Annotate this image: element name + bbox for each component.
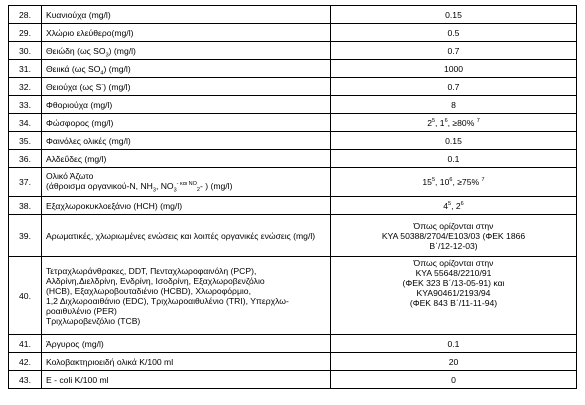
parameter-name: Άργυρος (mg/l): [42, 335, 331, 353]
parameter-name: Φώσφορος (mg/l): [42, 114, 331, 132]
table-row: [9, 197, 577, 215]
table-row: [9, 6, 577, 24]
parameter-value: 1000: [331, 60, 577, 78]
table-row: [9, 42, 577, 60]
parameter-value: $2^5$, $1^6$, ≥80% $^7$: [331, 114, 577, 132]
table-row: [9, 335, 577, 353]
parameter-value: 0.15: [331, 132, 577, 150]
table-row: [9, 96, 577, 114]
parameter-value: $4^5$, $2^6$: [331, 197, 577, 215]
parameter-value: 20: [331, 353, 577, 371]
table-row: [9, 257, 577, 335]
row-number: 41.: [9, 335, 42, 353]
parameter-value: 0.15: [331, 6, 577, 24]
parameter-name: Θειώδη (ως $SO_3$) (mg/l): [42, 42, 331, 60]
table-row: [9, 78, 577, 96]
parameter-name: Φαινόλες ολικές (mg/l): [42, 132, 331, 150]
parameter-value: 8: [331, 96, 577, 114]
table-row: [9, 114, 577, 132]
parameter-name: Θειούχα (ως S-) (mg/l): [42, 78, 331, 96]
table-row: [9, 24, 577, 42]
table-row: [9, 168, 577, 197]
row-number: 43.: [9, 371, 42, 389]
row-number: 39.: [9, 215, 42, 257]
parameter-value: Όπως ορίζονται στην ΚΥΑ 50388/2704/Ε103/03 (ΦΕΚ 1866 Β΄/12-12-03): [331, 215, 577, 257]
row-number: 38.: [9, 197, 42, 215]
parameter-name: Φθοριούχα (mg/l): [42, 96, 331, 114]
row-number: 42.: [9, 353, 42, 371]
row-number: 30.: [9, 42, 42, 60]
row-number: 34.: [9, 114, 42, 132]
table-row: [9, 215, 577, 257]
row-number: 28.: [9, 6, 42, 24]
row-number: 32.: [9, 78, 42, 96]
parameter-value: 0.7: [331, 42, 577, 60]
table-row: [9, 371, 577, 389]
parameter-value: 0.7: [331, 78, 577, 96]
row-number: 31.: [9, 60, 42, 78]
parameter-name: Τετραχλωράνθρακες, DDT, Πενταχλωροφαινόλη (PCP), Αλδρίνη,Διελδρίνη, Ενδρίνη, Ισοδρίνη, Εξαχλωροβενζόλιο (HCB), Εξαχλωροβουταδιένιο (HCBD), Χλωροφόρμιο, 1,2 Διχλωροαιθάνιο (EDC), Τριχλωροαιθυλένιο (TRI), Υπερχλω- ροαιθυλένιο (PER) Τριχλωροβενζόλιο (TCB): [42, 257, 331, 335]
parameter-value: $15^5$, $10^6$, ≥75% $^7$: [331, 168, 577, 197]
row-number: 35.: [9, 132, 42, 150]
parameter-name: Κολοβακτηριοειδή ολικά Κ/100 ml: [42, 353, 331, 371]
table-row: [9, 353, 577, 371]
row-number: 36.: [9, 150, 42, 168]
parameter-value: 0.1: [331, 335, 577, 353]
row-number: 40.: [9, 257, 42, 335]
parameter-name: Κυανιούχα (mg/l): [42, 6, 331, 24]
table-row: [9, 132, 577, 150]
parameters-table: [8, 5, 577, 389]
parameter-value: 0.5: [331, 24, 577, 42]
row-number: 29.: [9, 24, 42, 42]
row-number: 33.: [9, 96, 42, 114]
parameter-name: Θειικά (ως $SO_4$) (mg/l): [42, 60, 331, 78]
parameter-name: Αλδεΰδες (mg/l): [42, 150, 331, 168]
parameter-value: 0: [331, 371, 577, 389]
parameter-name: Χλώριο ελεύθερο(mg/l): [42, 24, 331, 42]
row-number: 37.: [9, 168, 42, 197]
table-row: [9, 60, 577, 78]
parameter-name: Αρωματικές, χλωριωμένες ενώσεις και λοιπές οργανικές ενώσεις (mg/l): [42, 215, 331, 257]
parameter-name: E - coli Κ/100 ml: [42, 371, 331, 389]
parameter-name: Ολικό Άζωτο (άθροισμα οργανικού-Ν, $NH_3$, $NO_3^{- \kappa\alpha\iota NO}_2-$ ) (mg/l): [42, 168, 331, 197]
parameter-name: Εξαχλωροκυκλοεξάνιο (HCH) (mg/l): [42, 197, 331, 215]
table-row: [9, 150, 577, 168]
parameter-value: 0.1: [331, 150, 577, 168]
parameter-value: Όπως ορίζονται στην ΚΥΑ 55648/2210/91 (ΦΕΚ 323 Β΄/13-05-91) και ΚΥΑ90461/2193/94 (ΦΕΚ 843 Β΄/11-11-94): [331, 257, 577, 335]
